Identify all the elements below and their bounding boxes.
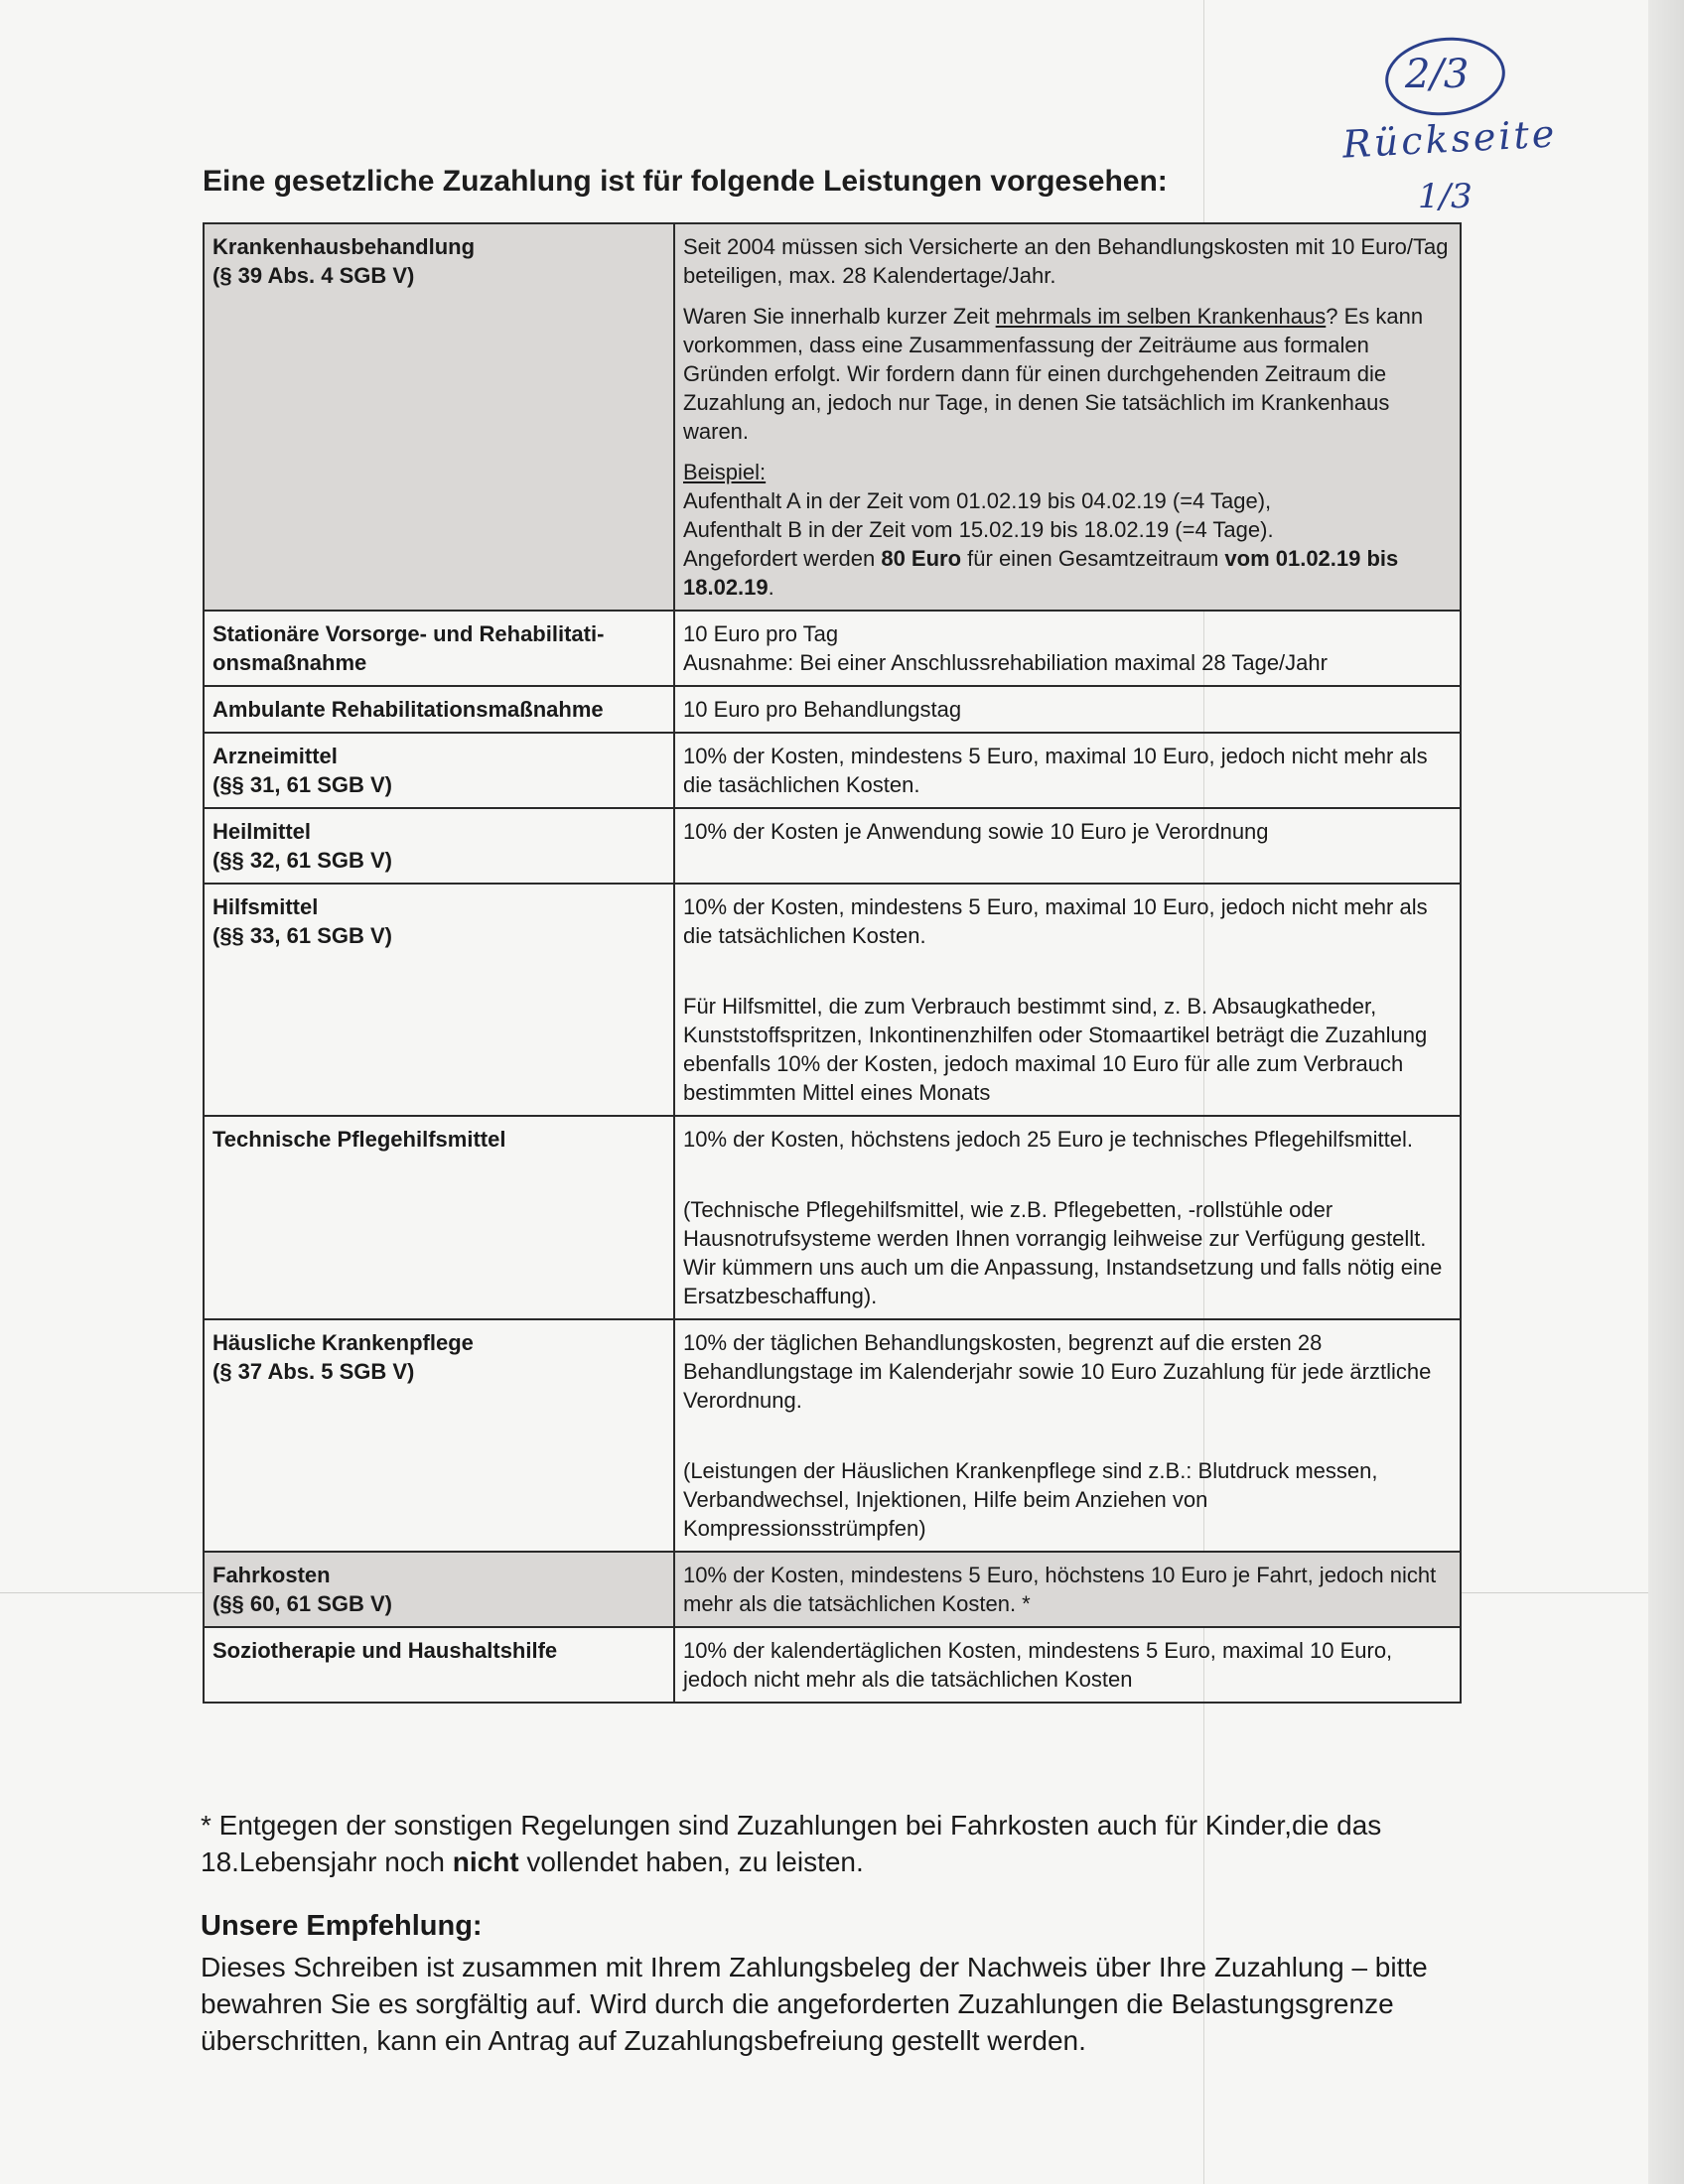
row-description [674, 1319, 1461, 1552]
description-text: 10% der Kosten, mindestens 5 Euro, maximal 10 Euro, jedoch nicht mehr als die tatsächlichen Kosten. [683, 894, 1428, 948]
legal-reference: (§ 37 Abs. 5 SGB V) [212, 1359, 415, 1384]
table-row [204, 733, 1461, 808]
handwritten-note: Rückseite [1340, 111, 1559, 167]
row-description: 10 Euro pro Behandlungstag [674, 686, 1461, 733]
service-name: Hilfsmittel [212, 894, 319, 919]
footnote [201, 1807, 1481, 1880]
underlined-text: mehrmals im selben Krankenhaus [995, 304, 1327, 329]
example-label: Beispiel: [683, 460, 767, 484]
description-text: (Technische Pflegehilfsmittel, wie z.B. Pflegebetten, -rollstühle oder Hausnotrufsysteme werden Ihnen vorrangig leihweise zur Verfügung gestellt. Wir kümmern uns auch um die Anpassung, Instandsetzung und falls nötig eine Ersatzbeschaffung). [683, 1197, 1443, 1308]
description-text: Für Hilfsmittel, die zum Verbrauch bestimmt sind, z. B. Absaugkatheder, Kunststoffspritzen, Inkontinenzhilfen oder Stomaartikel beträgt die Zuzahlung ebenfalls 10% der Kosten, jedoch maximal 10 Euro für alle zum Verbrauch bestimmten Mittel eines Monats [683, 994, 1428, 1105]
spacer [683, 962, 1452, 992]
table-row [204, 611, 1461, 686]
service-name: Heilmittel [212, 819, 312, 844]
recommendation-text: Dieses Schreiben ist zusammen mit Ihrem Zahlungsbeleg der Nachweis über Ihre Zuzahlung – bitte bewahren Sie es sorgfältig auf. Wird durch die angeforderten Zuzahlungen die Belastungsgrenze überschritten, kann ein Antrag auf Zuzahlungsbefreiung gestellt werden. [201, 1952, 1428, 2056]
row-description [674, 1116, 1461, 1319]
table-row [204, 1627, 1461, 1703]
legal-reference: (§§ 31, 61 SGB V) [212, 772, 392, 797]
legal-reference: (§§ 60, 61 SGB V) [212, 1591, 392, 1616]
row-label: Stationäre Vorsorge- und Rehabilitati-onsmaßnahme [204, 611, 674, 686]
description-text: 10% der täglichen Behandlungskosten, begrenzt auf die ersten 28 Behandlungstage im Kalenderjahr sowie 10 Euro Zuzahlung für jede ärztliche Verordnung. [683, 1330, 1432, 1413]
row-description [674, 884, 1461, 1116]
example-line: Aufenthalt A in der Zeit vom 01.02.19 bis 04.02.19 (=4 Tage), [683, 488, 1272, 513]
text-segment: Waren Sie innerhalb kurzer Zeit [683, 304, 996, 329]
description-text: (Leistungen der Häuslichen Krankenpflege sind z.B.: Blutdruck messen, Verbandwechsel, Injektionen, Hilfe beim Anziehen von Kompressionsstrümpfen) [683, 1458, 1378, 1541]
row-description [674, 223, 1461, 611]
text-segment: vollendet haben, zu leisten. [518, 1846, 864, 1877]
example-line: Aufenthalt B in der Zeit vom 15.02.19 bis 18.02.19 (=4 Tage). [683, 517, 1274, 542]
text-segment: * Entgegen der sonstigen Regelungen sind Zuzahlungen bei Fahrkosten auch für Kinder,die das 18.Lebensjahr noch [201, 1810, 1382, 1877]
row-label [204, 1552, 674, 1627]
text-segment: für einen Gesamtzeitraum [961, 546, 1225, 571]
row-label [204, 223, 674, 611]
bold-period: vom 01.02.19 bis 18.02.19 [683, 546, 1399, 600]
description-text: 10% der Kosten, höchstens jedoch 25 Euro je technisches Pflegehilfsmittel. [683, 1127, 1413, 1152]
legal-reference: (§ 39 Abs. 4 SGB V) [212, 263, 415, 288]
description-text: 10 Euro pro Tag [683, 621, 839, 646]
row-description: 10% der Kosten, mindestens 5 Euro, höchstens 10 Euro je Fahrt, jedoch nicht mehr als die tatsächlichen Kosten. * [674, 1552, 1461, 1627]
table-row [204, 223, 1461, 611]
legal-reference: (§§ 33, 61 SGB V) [212, 923, 392, 948]
row-label: Ambulante Rehabilitationsmaßnahme [204, 686, 674, 733]
table-row [204, 686, 1461, 733]
row-description: 10% der kalendertäglichen Kosten, mindestens 5 Euro, maximal 10 Euro, jedoch nicht mehr als die tatsächlichen Kosten [674, 1627, 1461, 1703]
row-description: 10% der Kosten, mindestens 5 Euro, maximal 10 Euro, jedoch nicht mehr als die tasächlichen Kosten. [674, 733, 1461, 808]
row-description [674, 611, 1461, 686]
service-name: Häusliche Krankenpflege [212, 1330, 474, 1355]
table-row [204, 808, 1461, 884]
service-name: Krankenhausbehandlung [212, 234, 476, 259]
description-text [683, 302, 1452, 446]
handwritten-page-mark: 2/3 [1405, 52, 1470, 97]
legal-reference: (§§ 32, 61 SGB V) [212, 848, 392, 873]
table-row [204, 1116, 1461, 1319]
row-label [204, 1319, 674, 1552]
bold-word: nicht [452, 1846, 519, 1877]
handwritten-note-page: 1/3 [1418, 177, 1473, 216]
service-name: Arzneimittel [212, 744, 338, 768]
copayment-table [203, 222, 1462, 1704]
text-segment: . [768, 575, 774, 600]
row-description: 10% der Kosten je Anwendung sowie 10 Euro je Verordnung [674, 808, 1461, 884]
example-block [683, 458, 1452, 602]
description-text: Seit 2004 müssen sich Versicherte an den Behandlungskosten mit 10 Euro/Tag beteiligen, max. 28 Kalendertage/Jahr. [683, 234, 1449, 288]
table-row [204, 1552, 1461, 1627]
bold-amount: 80 Euro [881, 546, 962, 571]
table-row [204, 884, 1461, 1116]
description-text: Ausnahme: Bei einer Anschlussrehabiliation maximal 28 Tage/Jahr [683, 650, 1328, 675]
spacer [683, 1427, 1452, 1456]
row-label [204, 808, 674, 884]
text-segment: ? Es kann vorkommen, dass eine Zusammenfassung der Zeiträume aus formalen Gründen erfolgt. Wir fordern dann für einen durchgehenden Zeitraum die Zuzahlung an, jedoch nur Tage, in denen Sie tatsächlich im Krankenhaus waren. [683, 304, 1424, 444]
row-label: Soziotherapie und Haushaltshilfe [204, 1627, 674, 1703]
page-title: Eine gesetzliche Zuzahlung ist für folgende Leistungen vorgesehen: [203, 165, 1168, 198]
recommendation-title: Unsere Empfehlung: [201, 1910, 483, 1942]
service-name: Fahrkosten [212, 1563, 331, 1587]
page-edge [1648, 0, 1684, 2184]
spacer [683, 1165, 1452, 1195]
row-label: Technische Pflegehilfsmittel [204, 1116, 674, 1319]
row-label [204, 733, 674, 808]
row-label [204, 884, 674, 1116]
text-segment: Angefordert werden [683, 546, 882, 571]
table-row [204, 1319, 1461, 1552]
